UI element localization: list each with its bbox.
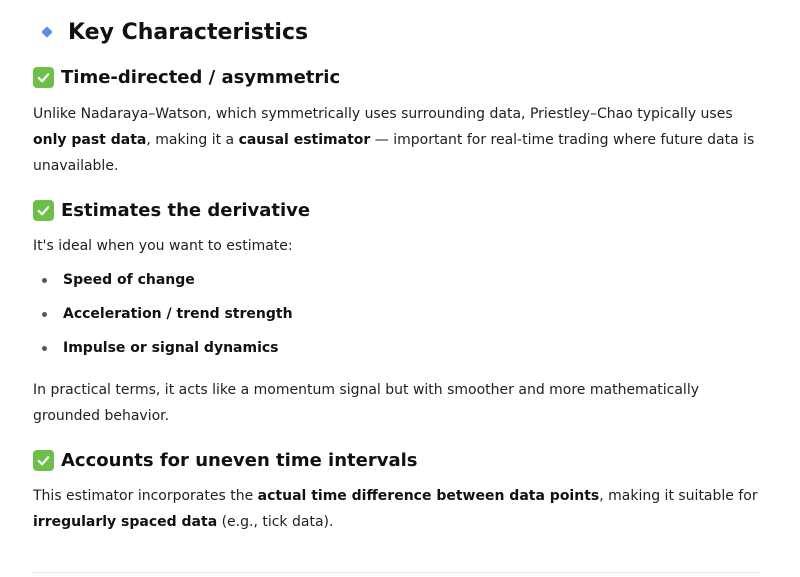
paragraph-intro: It's ideal when you want to estimate: [33,238,293,254]
check-mark-icon [33,67,54,88]
subheading-text: Time-directed / asymmetric [61,66,341,88]
paragraph-uneven-intervals [33,483,758,535]
text-run: , making it a [146,132,239,148]
list-item [33,336,279,360]
bullet-icon [42,278,47,283]
bold-text-run: irregularly spaced data [33,514,218,530]
paragraph-practical: In practical terms, it acts like a momentum signal but with smoother and more mathematically grounded behavior. [33,382,699,424]
bullet-icon [42,312,47,317]
text-run: Unlike Nadaraya–Watson, which symmetrically uses surrounding data, Priestley–Chao typically uses [33,106,733,122]
heading-text: Key Characteristics [68,19,309,45]
bold-text-run: only past data [33,132,147,148]
check-mark-icon [33,450,54,471]
check-mark-icon [33,200,54,221]
subheading-text: Accounts for uneven time intervals [61,449,418,471]
subheading-derivative [33,197,310,223]
list-item [33,302,293,326]
bold-text-run: actual time difference between data points [257,488,600,504]
text-run: (e.g., tick data). [217,514,334,530]
diamond-icon [41,26,52,37]
list-item [33,268,195,292]
subheading-text: Estimates the derivative [61,199,311,221]
text-run: This estimator incorporates the [33,488,258,504]
bullet-icon [42,346,47,351]
paragraph-time-directed [33,101,758,179]
subheading-uneven-intervals [33,447,418,473]
list-item-text: Speed of change [63,272,195,288]
bold-text-run: causal estimator [238,132,371,148]
divider [33,572,761,573]
text-run: — important for real-time trading where future data is unavailable. [33,132,755,174]
list-item-text: Impulse or signal dynamics [63,340,279,356]
list-item-text: Acceleration / trend strength [63,306,293,322]
text-run: , making it suitable for [599,488,758,504]
section-heading [40,16,308,48]
subheading-time-directed [33,64,340,90]
